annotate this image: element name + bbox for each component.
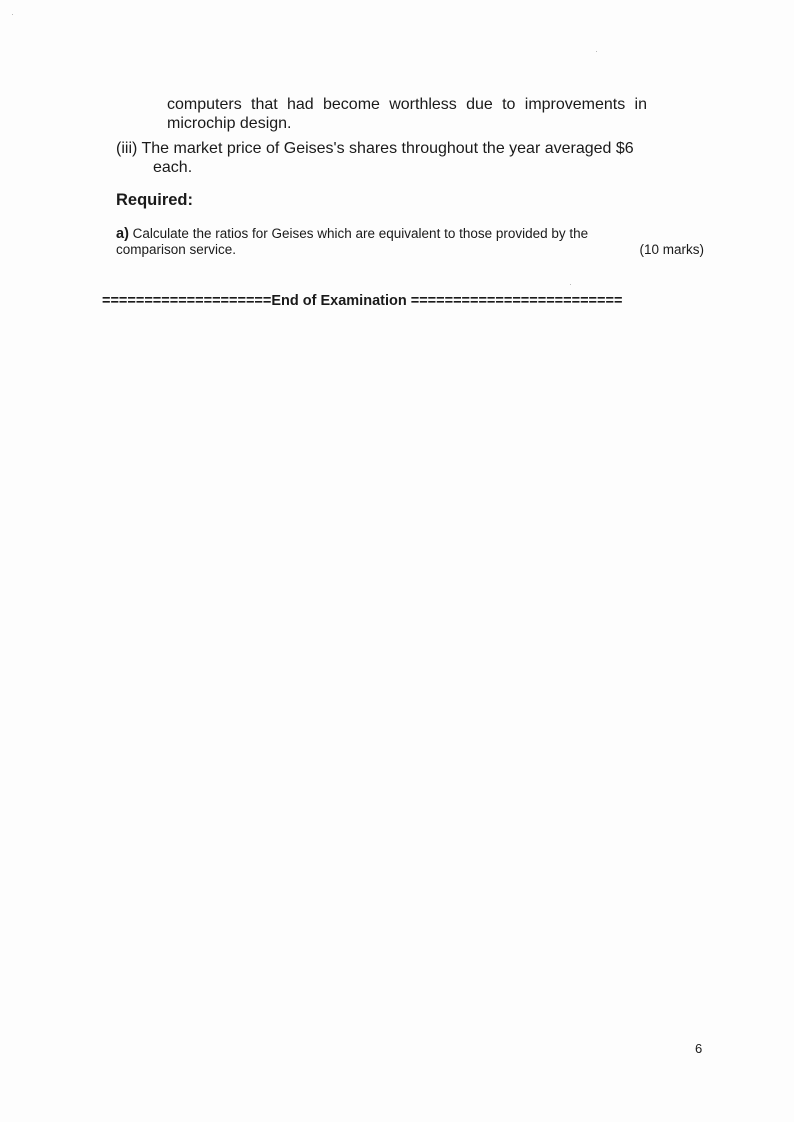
- question-a: [116, 226, 704, 258]
- item-iii-line-2: each.: [153, 159, 193, 176]
- question-a-line-2: [116, 242, 704, 258]
- end-of-examination: ====================End of Examination =========================: [102, 293, 623, 309]
- question-a-text-1: Calculate the ratios for Geises which are equivalent to those provided by the: [128, 226, 589, 241]
- continuation-line-1: computers that had become worthless due to improvements in: [167, 96, 647, 113]
- scan-speck: [570, 284, 571, 285]
- question-a-label: a): [116, 226, 129, 242]
- page-number: 6: [695, 1041, 703, 1056]
- question-a-marks: (10 marks): [639, 242, 704, 257]
- question-a-line-1: [116, 226, 704, 242]
- question-a-text-2: comparison service.: [116, 242, 237, 257]
- item-iii-line-1: (iii) The market price of Geises's shares throughout the year averaged $6: [116, 140, 634, 157]
- scan-speck: [596, 51, 597, 52]
- continuation-line-2: microchip design.: [167, 115, 292, 132]
- scan-speck: [12, 14, 13, 15]
- required-heading: Required:: [116, 191, 194, 209]
